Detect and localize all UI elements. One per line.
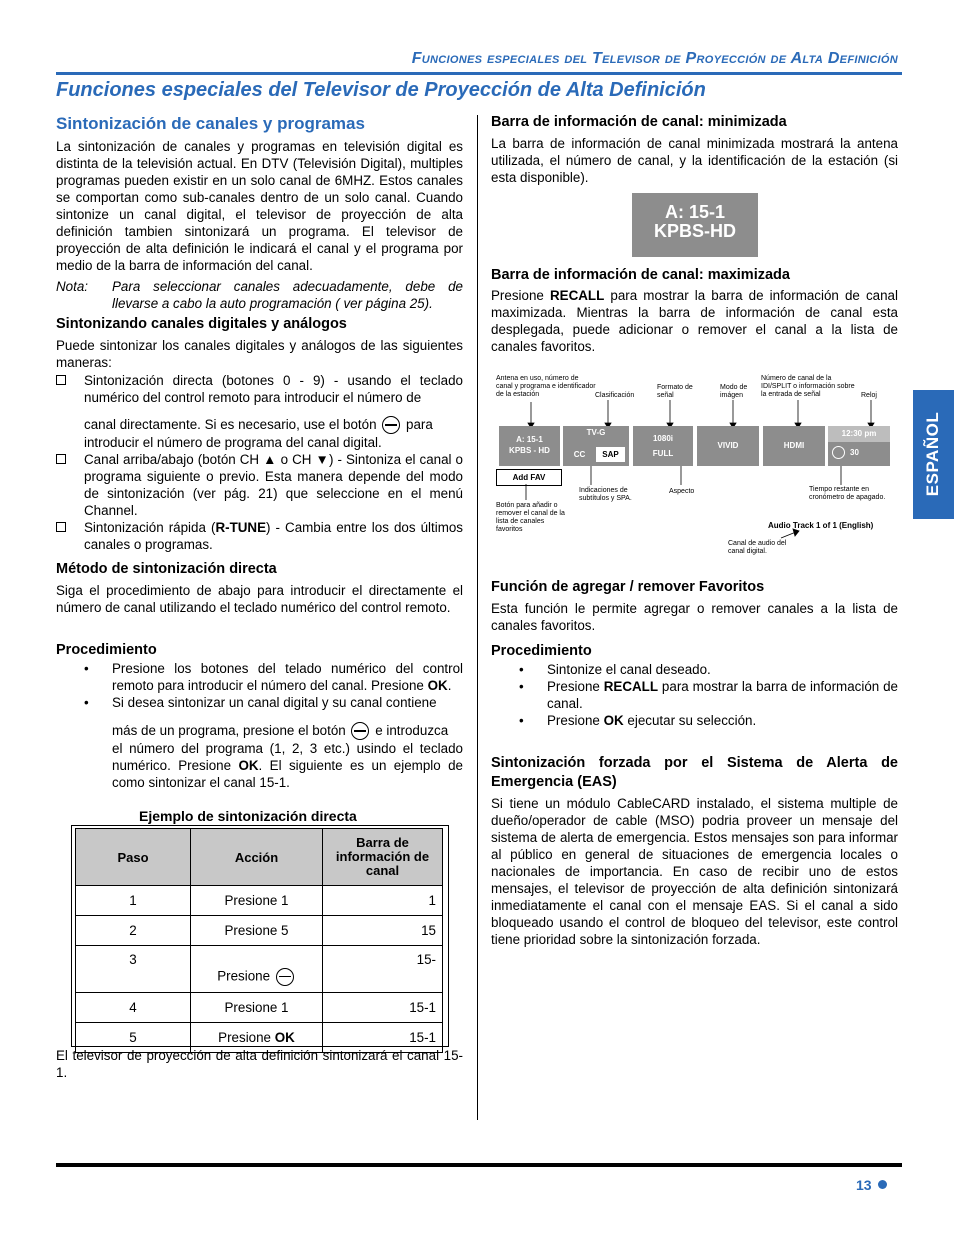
table-row: [76, 886, 443, 916]
example-table: [75, 828, 443, 1053]
table-row: [76, 946, 443, 993]
seg-full: FULL: [652, 449, 674, 458]
item-text-part: más de un programa, presione el botón: [112, 723, 346, 738]
heading-direct-method: Método de sintonización directa: [56, 561, 277, 577]
item-text-part: . El siguiente es un ejemplo de como sintonizar el canal 15-1.: [112, 758, 463, 791]
maximized-bar-diagram: [491, 370, 911, 565]
heading-tuning-methods: Sintonizando canales digitales y análogos: [56, 316, 347, 332]
seg-tvg: TV-G: [586, 428, 606, 437]
item-text: Sintonización directa (botones 0 - 9) - usando el teclado numérico del control remoto para introducir el número de: [84, 373, 463, 405]
checkbox-bullet-icon: [56, 522, 66, 532]
language-tab-label: ESPAÑOL: [923, 411, 942, 497]
fav-procedure-list: [491, 661, 898, 729]
item-text: [84, 519, 463, 553]
bullet-icon: •: [84, 695, 89, 710]
cell-barra: 15-1: [323, 1023, 443, 1053]
running-head: Funciones especiales del Televisor de Proyección de Alta Definición: [411, 50, 898, 67]
label-tiempo: Tiempo restante en cronómetro de apagado.: [809, 486, 886, 501]
label-antenna: Antena en uso, número de canal y programa e identificador de la estación: [496, 375, 596, 398]
list-item: [491, 712, 898, 729]
item-text-part: el número del programa (1, 2, 3 etc.) usindo el teclado numérico. Presione: [112, 741, 463, 774]
cell-accion: Presione 1: [191, 886, 323, 916]
timer-icon: [832, 446, 845, 459]
audio-track: Audio Track 1 of 1 (English): [768, 521, 874, 530]
header-barra: Barra de información de canal: [323, 829, 443, 886]
item-text: Si desea sintonizar un canal digital y su canal contiene: [112, 695, 437, 710]
bullet-icon: •: [519, 713, 524, 728]
label-clasificacion: Clasificación: [595, 392, 635, 399]
heading-minimized-bar: Barra de información de canal: minimizada: [491, 114, 787, 130]
cell-accion: [191, 946, 323, 993]
label-indicaciones: Indicaciones de subtítulos y SPA.: [579, 487, 632, 502]
language-tab: [913, 390, 954, 519]
cell-paso: 4: [76, 993, 191, 1023]
item-text: Canal arriba/abajo (botón CH ▲ o CH ▼) - Sintoniza el canal o programa siguiente o previo. Esta manera depende del modo de sintonización (ver pág. 21) que seleccione en el menú Channel.: [84, 452, 463, 519]
seg-channel-num: A: 15-1: [516, 435, 543, 444]
cell-paso: 1: [76, 886, 191, 916]
mini-channel: A: 15-1: [664, 202, 726, 222]
label-audio: Canal de audio del canal digital.: [728, 540, 787, 555]
column-divider: [477, 115, 478, 1120]
list-item: [56, 694, 463, 791]
item-text-part: ejecutar su selección.: [627, 713, 757, 728]
item-text-part: ) - Cambia entre los dos últimos canales o programas.: [84, 520, 464, 553]
checkbox-bullet-icon: [56, 454, 66, 464]
rtune-label: R-TUNE: [215, 520, 267, 536]
seg-time: 12:30 pm: [828, 426, 890, 442]
label-modo: Modo de imágen: [720, 384, 748, 399]
tuning-intro: Puede sintonizar los canales digitales y análogos de las siguientes maneras:: [56, 338, 463, 370]
seg-sap: SAP: [596, 447, 625, 462]
dash-button-icon: [351, 722, 369, 740]
heading-eas: Sintonización forzada por el Sistema de Alerta de Emergencia (EAS): [491, 755, 898, 790]
cell-accion: Presione 5: [191, 916, 323, 946]
procedure-list: [56, 660, 463, 791]
seg-30: 30: [850, 448, 859, 457]
list-item: [56, 451, 463, 519]
add-fav-button[interactable]: Add FAV: [496, 469, 562, 486]
heading-procedure: Procedimiento: [56, 642, 157, 658]
recall-label: RECALL: [549, 288, 605, 303]
item-text-part: e introduzca: [375, 723, 449, 738]
list-item: [56, 372, 463, 451]
section-title-tuning: Sintonización de canales y programas: [56, 114, 365, 133]
example-title: Ejemplo de sintonización directa: [139, 808, 357, 824]
note-text: Para seleccionar canales adecuadamente, debe de llevarse a cabo la auto programación ( ver página 25).: [112, 279, 463, 311]
ok-label: OK: [603, 713, 624, 728]
seg-1080: 1080i: [652, 434, 674, 443]
item-text-cont: [112, 722, 463, 740]
seg-vivid: VIVID: [697, 426, 759, 466]
cell-paso: 5: [76, 1023, 191, 1053]
intro-paragraph: La sintonización de canales y programas en televisión digital es distinta de la televisión actual. En DTV (Televisión Digital), multiples programas pueden existir en un solo canal de 6MHZ. Estos canales se comportan como sub-canales dentro de un solo canal. Cuando sintonize un canal digital, el televisor de proyección de alta definición tambien sintonizará un programa. El televisor de proyección de alta definición le indicará el canal y el programa por medio de la barra de información del canal.: [56, 139, 463, 273]
seg-hdmi: HDMI: [763, 426, 825, 466]
bullet-icon: •: [84, 661, 89, 676]
page-dot-icon: [878, 1180, 887, 1189]
cell-accion: Presione 1: [191, 993, 323, 1023]
bullet-icon: •: [519, 679, 524, 694]
item-text-part: introducir el número de programa del canal digital.: [84, 435, 382, 451]
cell-barra: 15-1: [323, 993, 443, 1023]
item-text-part: Sintonización rápida (: [84, 520, 216, 536]
text-part: Presione: [491, 288, 544, 303]
seg-cc: CC: [573, 450, 586, 459]
item-text-part: para mostrar la barra de información de canal.: [547, 679, 898, 711]
checkbox-bullet-icon: [56, 375, 66, 385]
mini-station: KPBS-HD: [653, 221, 736, 241]
heading-maximized-bar: Barra de información de canal: maximizada: [491, 267, 790, 283]
seg-rating: [563, 426, 629, 466]
dash-button-icon: [276, 968, 294, 986]
footer-rule: [56, 1163, 902, 1167]
leader-lines: [491, 370, 911, 565]
ok-label: OK: [427, 678, 448, 693]
item-text-part: Presione: [547, 713, 600, 728]
eas-text: Si tiene un módulo CableCARD instalado, el sistema multiple de dueño/operador de cable (MSO) podria proveer un mensaje del sistema de alerta de emergencia. Estos mensajes son para informar al público en general de situaciones de emergencia locales o nacionales de importancia. En caso de recibir uno de estos mensajes, el televisor de proyección de alta definición sintonizará inmediatamente el canal con el mensaje EAS. Si el canal a sido bloqueado usando el control de bloqueo del televisor, este control tiene prioridad sobre la sintonización forzada.: [491, 796, 898, 947]
closing-paragraph: El televisor de proyección de alta definición sintonizará el canal 15-1.: [56, 1048, 463, 1080]
table-row: [76, 993, 443, 1023]
cell-paso: 2: [76, 916, 191, 946]
recall-label: RECALL: [603, 679, 659, 694]
label-reloj: Reloj: [861, 392, 877, 399]
cell-accion-text: Presione: [218, 1030, 272, 1045]
header-paso: Paso: [76, 829, 191, 886]
tuning-list: [56, 372, 463, 553]
page-title: Funciones especiales del Televisor de Proyección de Alta Definición: [56, 79, 706, 101]
cell-paso: 3: [76, 946, 191, 993]
table-header-row: [76, 829, 443, 886]
table-row: [76, 916, 443, 946]
seg-clock: [828, 426, 890, 466]
method-text: Siga el procedimiento de abajo para introducir el directamente el número de canal utilizando el teclado numérico del control remoto.: [56, 583, 463, 615]
item-text-part: Presione: [547, 679, 600, 694]
cell-barra: 15: [323, 916, 443, 946]
page-number: 13: [856, 1177, 872, 1193]
heading-procedure-fav: Procedimiento: [491, 643, 592, 659]
item-text: Sintonize el canal deseado.: [547, 662, 711, 677]
seg-channel-station: KPBS - HD: [509, 446, 550, 455]
label-formato: Formato de señal: [657, 384, 693, 399]
heading-favorites: Función de agregar / remover Favoritos: [491, 579, 765, 595]
note-label: Nota:: [56, 279, 89, 294]
item-text-part: canal directamente. Si es necesario, use el botón: [84, 417, 377, 432]
note: [56, 278, 463, 312]
list-item: • Presione los botones del telado numérico del control remoto para introducir el número del canal. Presione OK.: [84, 661, 463, 693]
cell-accion-text: Presione: [217, 968, 271, 984]
list-item: [491, 661, 898, 678]
minimized-text: La barra de información de canal minimizada mostrará la antena utilizada, el número de canal, y la identificación de la estación (si esta disponible).: [491, 136, 898, 185]
list-item: [56, 519, 463, 553]
item-text-cont: [112, 740, 463, 791]
favorites-text: Esta función le permite agregar o remover canales a la lista de canales favoritos.: [491, 601, 898, 633]
ok-label: OK: [238, 758, 259, 774]
text-part: para mostrar la barra de información de canal maximizada. Mientras la barra de información de canal esta desplegada, puede adicionar o remover el canal a la lista de canales favoritos.: [491, 288, 898, 354]
item-text-part: para: [406, 417, 433, 432]
header-rule: [56, 72, 902, 75]
item-text-cont: [84, 416, 463, 434]
label-numero: Número de canal de la IDI/SPLIT o información sobre la entrada de señal: [761, 375, 855, 398]
bullet-icon: •: [519, 662, 524, 677]
ok-label: OK: [274, 1030, 295, 1045]
list-item: [491, 678, 898, 712]
header-accion: Acción: [191, 829, 323, 886]
maximized-text: [491, 287, 898, 355]
minimized-info-bar: [632, 193, 758, 257]
seg-channel: [499, 426, 560, 466]
label-boton: Botón para añadir o remover el canal de la lista de canales favoritos: [496, 502, 565, 533]
label-aspecto: Aspecto: [669, 488, 695, 495]
seg-format: [633, 426, 693, 466]
cell-barra: 15-: [323, 946, 443, 993]
dash-button-icon: [382, 416, 400, 434]
item-text: Presione los botones del telado numérico del control remoto para introducir el número del canal. Presione: [112, 661, 463, 693]
cell-barra: 1: [323, 886, 443, 916]
